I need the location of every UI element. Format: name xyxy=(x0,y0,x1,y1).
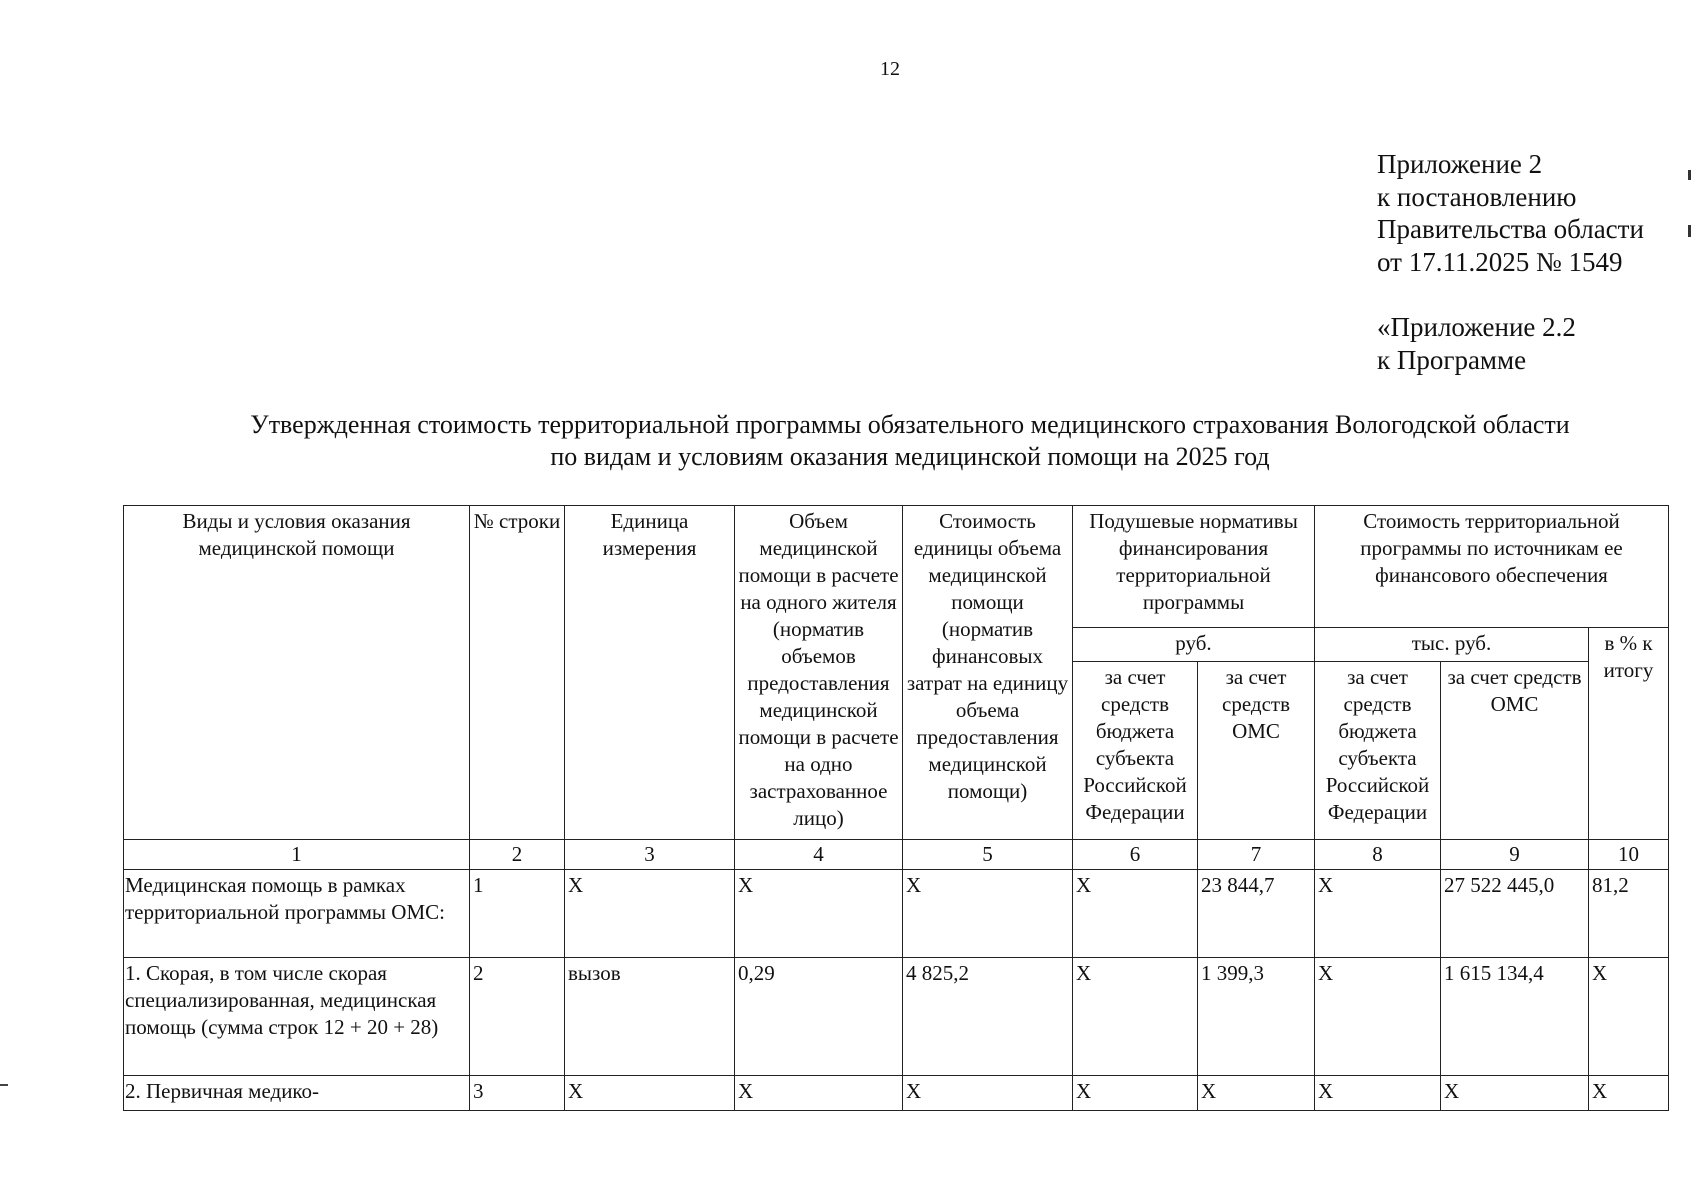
header-cell-cost-group: Стоимость территориальной программы по источникам ее финансового обеспечения xyxy=(1315,506,1669,628)
title-line-1: Утвержденная стоимость территориальной программы обязательного медицинского страхования Вологодской области xyxy=(250,410,1570,439)
table-row xyxy=(124,1076,1669,1111)
page-number: 12 xyxy=(880,58,900,80)
column-number: 7 xyxy=(1198,840,1315,870)
cell-percent: 81,2 xyxy=(1589,870,1669,958)
cell-budget-cost: Х xyxy=(1315,1076,1441,1111)
cell-type: 2. Первичная медико- xyxy=(124,1076,470,1111)
header-cell-unit-cost: Стоимость единицы объема медицинской помощи (норматив финансовых затрат на единицу объема предоставления медицинской помощи) xyxy=(903,506,1073,840)
cell-unit-cost: Х xyxy=(903,1076,1073,1111)
header-cell-percent: в % к итогу xyxy=(1589,628,1669,840)
cell-oms-per-capita: 1 399,3 xyxy=(1198,958,1315,1076)
appendix-line: от 17.11.2025 № 1549 xyxy=(1377,246,1623,277)
header-cell-per-capita-group: Подушевые нормативы финансирования территориальной программы xyxy=(1073,506,1315,628)
appendix-gap xyxy=(1377,278,1644,311)
header-cell-oms-per-capita: за счет средств ОМС xyxy=(1198,662,1315,840)
header-cell-unit-thousand-rub: тыс. руб. xyxy=(1315,628,1589,662)
cell-oms-cost: 1 615 134,4 xyxy=(1441,958,1589,1076)
header-cell-types: Виды и условия оказания медицинской помощи xyxy=(124,506,470,840)
column-number: 6 xyxy=(1073,840,1198,870)
document-title xyxy=(120,409,1697,473)
cell-oms-cost: 27 522 445,0 xyxy=(1441,870,1589,958)
header-cell-row-number: № строки xyxy=(470,506,565,840)
cell-volume: 0,29 xyxy=(735,958,903,1076)
header-cell-budget-per-capita: за счет средств бюджета субъекта Российской Федерации xyxy=(1073,662,1198,840)
table-row xyxy=(124,958,1669,1076)
cell-row-number: 3 xyxy=(470,1076,565,1111)
appendix-line: Правительства области xyxy=(1377,214,1644,244)
header-cell-oms-cost: за счет средств ОМС xyxy=(1441,662,1589,840)
cell-budget-per-capita: Х xyxy=(1073,958,1198,1076)
column-number: 10 xyxy=(1589,840,1669,870)
table-row xyxy=(124,870,1669,958)
cell-row-number: 1 xyxy=(470,870,565,958)
cell-row-number: 2 xyxy=(470,958,565,1076)
column-number: 1 xyxy=(124,840,470,870)
column-number: 2 xyxy=(470,840,565,870)
cell-oms-cost: Х xyxy=(1441,1076,1589,1111)
header-row-1 xyxy=(124,506,1669,628)
cell-budget-per-capita: Х xyxy=(1073,1076,1198,1111)
cell-volume: Х xyxy=(735,870,903,958)
appendix-line: Приложение 2 xyxy=(1377,149,1543,179)
column-number: 4 xyxy=(735,840,903,870)
appendix-sub-line: к Программе xyxy=(1377,344,1527,375)
column-number: 5 xyxy=(903,840,1073,870)
scan-dash-mark xyxy=(0,1084,8,1086)
cell-type: Медицинская помощь в рамках территориальной программы ОМС: xyxy=(124,870,470,958)
cell-percent: Х xyxy=(1589,958,1669,1076)
column-number: 8 xyxy=(1315,840,1441,870)
column-number: 9 xyxy=(1441,840,1589,870)
cell-unit-cost: 4 825,2 xyxy=(903,958,1073,1076)
cost-table xyxy=(123,505,1669,1111)
cell-unit-cost: Х xyxy=(903,870,1073,958)
cell-budget-cost: Х xyxy=(1315,958,1441,1076)
appendix-block xyxy=(1377,148,1644,376)
cell-budget-per-capita: Х xyxy=(1073,870,1198,958)
cell-type: 1. Скорая, в том числе скорая специализированная, медицинская помощь (сумма строк 12 + 20 + 28) xyxy=(124,958,470,1076)
scan-edge-mark xyxy=(1688,225,1691,237)
column-number: 3 xyxy=(565,840,735,870)
appendix-sub-line: «Приложение 2.2 xyxy=(1377,312,1576,342)
title-line-2: по видам и условиям оказания медицинской помощи на 2025 год xyxy=(550,442,1270,471)
cell-oms-per-capita: Х xyxy=(1198,1076,1315,1111)
header-cell-volume: Объем медицинской помощи в расчете на одного жителя (норматив объемов предоставления медицинской помощи в расчете на одно застрахованное лицо) xyxy=(735,506,903,840)
cell-percent: Х xyxy=(1589,1076,1669,1111)
cell-volume: Х xyxy=(735,1076,903,1111)
header-cell-unit: Единица измерения xyxy=(565,506,735,840)
appendix-line: к постановлению xyxy=(1377,181,1577,212)
scan-edge-mark xyxy=(1688,170,1691,180)
cell-unit: Х xyxy=(565,1076,735,1111)
cell-budget-cost: Х xyxy=(1315,870,1441,958)
cell-unit: вызов xyxy=(565,958,735,1076)
header-cell-unit-rub: руб. xyxy=(1073,628,1315,662)
cell-unit: Х xyxy=(565,870,735,958)
column-number-row xyxy=(124,840,1669,870)
header-cell-budget-cost: за счет средств бюджета субъекта Российской Федерации xyxy=(1315,662,1441,840)
cell-oms-per-capita: 23 844,7 xyxy=(1198,870,1315,958)
